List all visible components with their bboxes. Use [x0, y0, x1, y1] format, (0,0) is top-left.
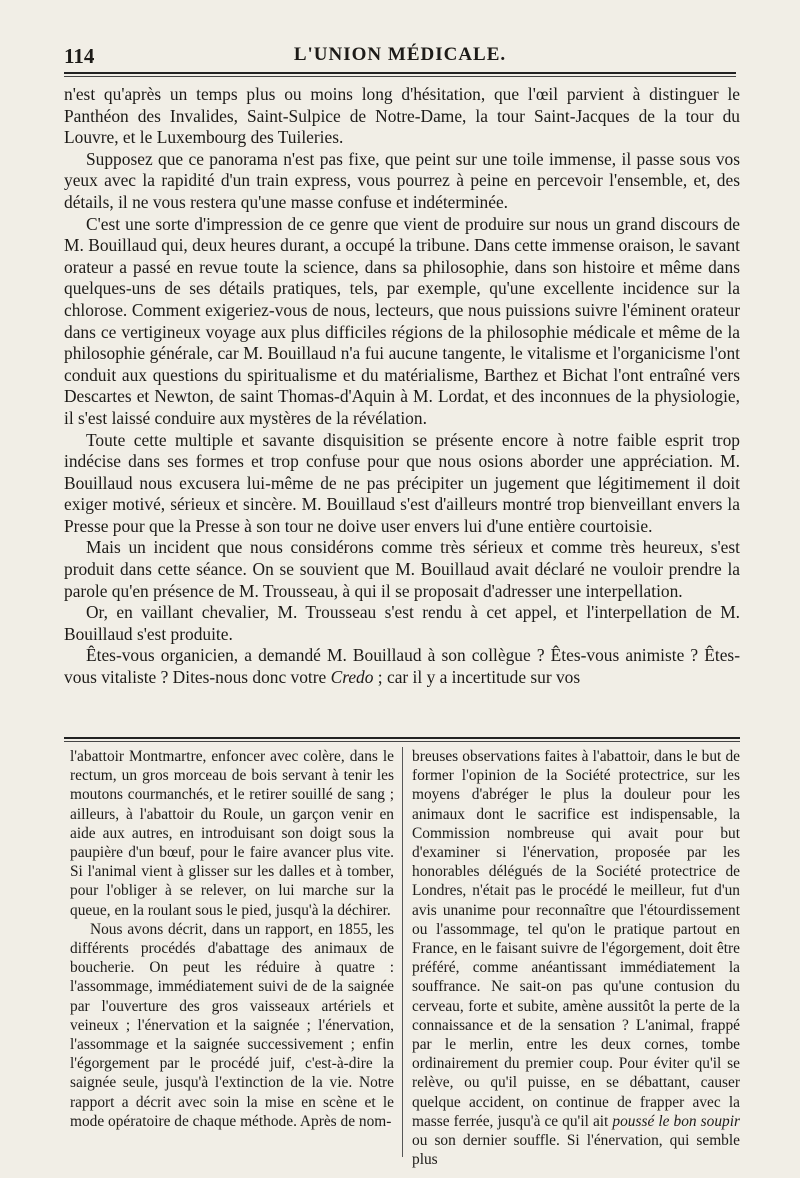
- main-paragraph-6: Or, en vaillant chevalier, M. Trousseau s'est rendu à cet appel, et l'interpellation de M. Bouillaud s'est produite.: [64, 602, 740, 644]
- page-number: 114: [64, 44, 95, 68]
- feuilleton-right-column: [412, 747, 740, 1169]
- header-rule: [64, 72, 736, 74]
- right-paragraph-1-end: ou son dernier souffle. Si l'énervation, qui semble plus: [412, 1132, 740, 1169]
- header-rule-thin: [64, 76, 736, 77]
- main-paragraph-7-start: Êtes-vous organicien, a demandé M. Bouillaud à son collègue ? Êtes-vous animiste ? Êtes-vous vitaliste ? Dites-nous donc votre: [64, 645, 740, 688]
- feuilleton-separator-thin: [64, 741, 740, 742]
- feuilleton-left-column: [70, 747, 394, 1131]
- main-paragraph-4: Toute cette multiple et savante disquisition se présente encore à notre faible esprit trop indécise dans ses formes et trop confuse pour que nous osions aborder une appréciation. M. Bouillaud nous excusera lui-même de ne pas précipiter un jugement que légitimement il doit exiger motivé, sérieux et sincère. M. Bouillaud s'est d'ailleurs montré trop bienveillant envers la Presse pour que la Presse à son tour ne doive user envers lui d'une entière courtoisie.: [64, 429, 740, 536]
- main-paragraph-1: n'est qu'après un temps plus ou moins long d'hésitation, que l'œil parvient à distinguer le Panthéon des Invalides, Saint-Sulpice de Notre-Dame, la tour Saint-Jacques de la tour du Louvre, et le Luxembourg des Tuileries.: [64, 84, 740, 148]
- column-divider: [402, 747, 403, 1157]
- bon-soupir-italic: poussé le bon soupir: [612, 1112, 740, 1130]
- running-title: L'UNION MÉDICALE.: [293, 44, 507, 65]
- page-header: [64, 44, 736, 70]
- main-paragraph-7: [64, 645, 740, 688]
- feuilleton-separator: [64, 737, 740, 739]
- right-paragraph-1-start: breuses observations faites à l'abattoir, dans le but de former l'opinion de la Société protectrice, sur les moyens d'abréger le plus la douleur pour les animaux dont le sacrifice est indispensable, la Commission nombreuse qui avait pour but d'examiner si l'énervation, proposée par les honorables délégués de la Société protectrice de Londres, n'était pas le procédé le meilleur, fut d'un avis unanime pour reconnaître que l'étourdissement ou l'assommage, tel qu'on le pratique partout en France, en le faisant suivre de l'égorgement, doit être préféré, comme anéantissant immédiatement la souffrance. Ne sait-on pas qu'une contusion du cerveau, forte et subite, amène aussitôt la perte de la connaissance et de la sensation ? L'animal, frappé par le merlin, entre les deux cornes, tombe ordinairement du premier coup. Pour éviter qu'il se relève, ou qu'il puisse, en se débattant, causer quelque accident, on continue de frapper avec la masse ferrée, jusqu'à ce qu'il ait: [412, 748, 740, 1130]
- main-paragraph-3: C'est une sorte d'impression de ce genre que vient de produire sur nous un grand discours de M. Bouillaud qui, deux heures durant, a occupé la tribune. Dans cette immense oraison, le savant orateur a passé en revue toute la science, dans sa philosophie, dans son histoire et même dans quelques-uns de ses détails pratiques, tels, par exemple, qu'une excellente incidence sur la chlorose. Comment exigeriez-vous de nous, lecteurs, que nous puissions suivre l'éminent orateur dans ce vertigineux voyage aux plus difficiles régions de la philosophie médicale et même de la philosophie générale, car M. Bouillaud n'a fui aucune tangente, le vitalisme et l'organicisme l'ont conduit aux questions du spiritualisme et du matérialisme, Barthez et Bichat l'ont entraîné vers Descartes et Newton, de saint Thomas-d'Aquin à M. Lordat, et des inconnues de la physiologie, il s'est laissé conduire aux mystères de la révélation.: [64, 213, 740, 428]
- left-paragraph-1: l'abattoir Montmartre, enfoncer avec colère, dans le rectum, un gros morceau de bois servant à tenir les moutons courmanchés, et le retirer souillé de sang ; ailleurs, à l'abattoir du Roule, un garçon venir en aide aux autres, en introduisant son doigt sous la paupière d'un bœuf, pour le faire avancer plus vite. Si l'animal vient à glisser sur les dalles et à tomber, pour l'obliger à se relever, on lui marche sur la queue, en la roulant sous le pied, jusqu'à la déchirer.: [70, 748, 394, 919]
- credo-italic: Credo: [330, 667, 374, 688]
- main-article: [64, 84, 740, 689]
- left-paragraph-2: Nous avons décrit, dans un rapport, en 1855, les différents procédés d'abattage des animaux de boucherie. On peut les réduire à quatre : l'assommage, immédiatement suivi de de la saignée par l'ouverture des gros vaisseaux artériels et veineux ; l'énervation et la saignée ; l'énervation, l'assommage et la saignée successivement ; enfin l'égorgement par le procédé juif, c'est-à-dire la saignée seule, jusqu'à l'extinction de la vie. Notre rapport a décrit avec soin la mise en scène et le mode opératoire de chaque méthode. Après de nom-: [70, 920, 394, 1130]
- main-paragraph-2: Supposez que ce panorama n'est pas fixe, que peint sur une toile immense, il passe sous vos yeux avec la rapidité d'un train express, vous pourrez à peine en percevoir l'ensemble, et, des détails, il ne vous restera qu'une masse confuse et indéterminée.: [64, 148, 740, 212]
- main-paragraph-5: Mais un incident que nous considérons comme très sérieux et comme très heureux, s'est produit dans cette séance. On se souvient que M. Bouillaud avait déclaré ne vouloir prendre la parole qu'en présence de M. Trousseau, à qui il se proposait d'adresser une interpellation.: [64, 537, 740, 601]
- right-paragraph-1: [412, 747, 740, 1169]
- main-paragraph-7-end: ; car il y a incertitude sur vos: [373, 667, 581, 688]
